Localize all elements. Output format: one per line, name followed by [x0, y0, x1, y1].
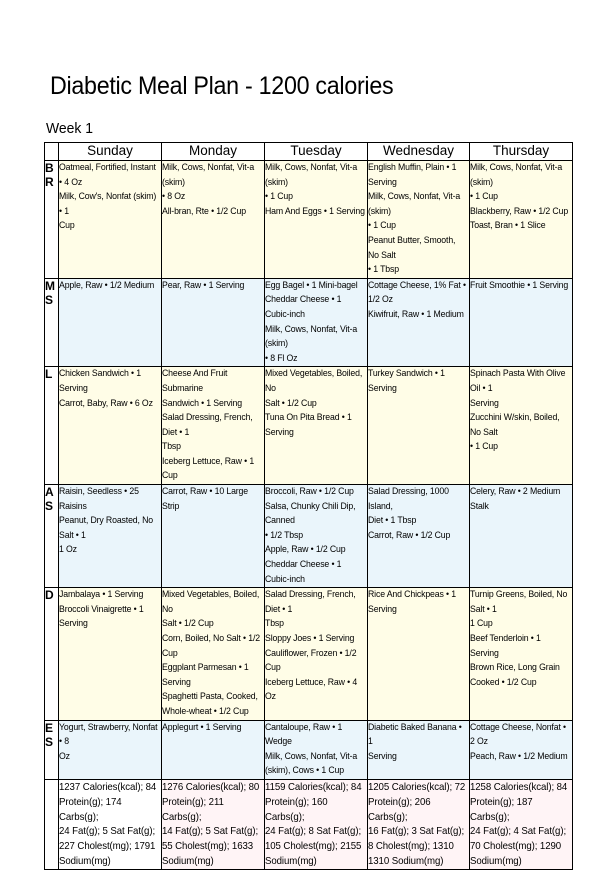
day-header: Thursday [470, 143, 573, 161]
meal-letters: L [45, 367, 59, 485]
meal-cell [470, 367, 573, 485]
meal-cell [162, 278, 265, 367]
meal-cell [59, 367, 162, 485]
corner-cell [45, 143, 59, 161]
meal-cell-text: Mixed Vegetables, Boiled, No Salt • 1/2 Cup Corn, Boiled, No Salt • 1/2 Cup Eggplant Parmesan • 1 Serving Spaghetti Pasta, Cooked, Whole-wheat • 1/2 Cup [162, 589, 260, 717]
meal-cell-text: Turkey Sandwich • 1 Serving [368, 368, 445, 394]
meal-cell [470, 161, 573, 279]
meal-cell-text: Milk, Cows, Nonfat, Vit-a (skim) • 1 Cup Blackberry, Raw • 1/2 Cup Toast, Bran • 1 Slice [470, 162, 569, 232]
meal-cell [59, 278, 162, 367]
meal-cell-text: English Muffin, Plain • 1 Serving Milk, Cows, Nonfat, Vit-a (skim) • 1 Cup Peanut Butter, Smooth, No Salt • 1 Tbsp [368, 162, 461, 276]
meal-cell-text: Cheese And Fruit Submarine Sandwich • 1 Serving Salad Dressing, French, Diet • 1 Tbsp Iceberg Lettuce, Raw • 1 Cup [162, 368, 255, 482]
totals-cell [470, 779, 573, 869]
meal-cell-text: Raisin, Seedless • 25 Raisins Peanut, Dry Roasted, No Salt • 1 1 Oz [59, 486, 153, 556]
meal-cell [265, 588, 368, 720]
meal-plan-table [44, 142, 573, 870]
meal-cell [162, 367, 265, 485]
meal-cell [470, 720, 573, 779]
meal-letters: A S [45, 485, 59, 588]
totals-blank [45, 779, 59, 869]
meal-cell-text: Oatmeal, Fortified, Instant • 4 Oz Milk, Cow's, Nonfat (skim) • 1 Cup [59, 162, 157, 232]
meal-cell-text: Carrot, Raw • 10 Large Strip [162, 486, 249, 512]
meal-cell [162, 720, 265, 779]
meal-cell-text: Salad Dressing, 1000 Island, Diet • 1 Tbsp Carrot, Raw • 1/2 Cup [368, 486, 451, 541]
totals-text: 1205 Calories(kcal); 72 Protein(g); 206 Carbs(g); 16 Fat(g); 3 Sat Fat(g); 8 Cholest(mg); 1310 1310 Sodium(mg) [368, 780, 466, 867]
meal-letters: M S [45, 278, 59, 367]
meal-cell-text: Turnip Greens, Boiled, No Salt • 1 1 Cup Beef Tenderloin • 1 Serving Brown Rice, Long Grain Cooked • 1/2 Cup [470, 589, 568, 688]
meal-letters: E S [45, 720, 59, 779]
meal-cell [162, 485, 265, 588]
totals-text: 1258 Calories(kcal); 84 Protein(g); 187 Carbs(g); 24 Fat(g); 4 Sat Fat(g); 70 Cholest(mg); 1290 Sodium(mg) [470, 780, 568, 867]
day-header: Tuesday [265, 143, 368, 161]
meal-cell-text: Rice And Chickpeas • 1 Serving [368, 589, 456, 615]
meal-cell [368, 485, 470, 588]
totals-text: 1237 Calories(kcal); 84 Protein(g); 174 Carbs(g); 24 Fat(g); 5 Sat Fat(g); 227 Cholest(mg); 1791 Sodium(mg) [59, 780, 157, 867]
meal-cell-text: Chicken Sandwich • 1 Serving Carrot, Baby, Raw • 6 Oz [59, 368, 153, 409]
meal-cell [265, 367, 368, 485]
meal-cell-text: Broccoli, Raw • 1/2 Cup Salsa, Chunky Chili Dip, Canned • 1/2 Tbsp Apple, Raw • 1/2 Cup Cheddar Cheese • 1 Cubic-inch [265, 486, 356, 585]
meal-cell [265, 720, 368, 779]
meal-cell [59, 161, 162, 279]
meal-cell [368, 588, 470, 720]
totals-cell [368, 779, 470, 869]
meal-cell-text: Cottage Cheese, Nonfat • 2 Oz Peach, Raw • 1/2 Medium [470, 721, 568, 762]
meal-cell-text: Diabetic Baked Banana • 1 Serving [368, 721, 462, 762]
meal-row [45, 367, 573, 485]
meal-cell [368, 161, 470, 279]
document-title: Diabetic Meal Plan - 1200 calories [50, 72, 394, 100]
meal-cell [162, 161, 265, 279]
meal-cell-text: Cantaloupe, Raw • 1 Wedge Milk, Cows, Nonfat, Vit-a (skim), Cows • 1 Cup [265, 721, 358, 777]
meal-cell-text: Milk, Cows, Nonfat, Vit-a (skim) • 1 Cup Ham And Eggs • 1 Serving [265, 162, 365, 217]
totals-cell [59, 779, 162, 869]
totals-text: 1276 Calories(kcal); 80 Protein(g); 211 Carbs(g); 14 Fat(g); 5 Sat Fat(g); 55 Cholest(mg); 1633 Sodium(mg) [162, 780, 260, 867]
meal-cell [470, 485, 573, 588]
meal-cell [59, 485, 162, 588]
meal-cell [368, 278, 470, 367]
totals-cell [162, 779, 265, 869]
meal-cell-text: Pear, Raw • 1 Serving [162, 279, 245, 291]
meal-row [45, 278, 573, 367]
meal-cell-text: Egg Bagel • 1 Mini-bagel Cheddar Cheese • 1 Cubic-inch Milk, Cows, Nonfat, Vit-a (skim) • 8 Fl Oz [265, 279, 358, 364]
totals-text: 1159 Calories(kcal); 84 Protein(g); 160 Carbs(g); 24 Fat(g); 8 Sat Fat(g); 105 Cholest(mg); 2155 Sodium(mg) [265, 780, 362, 867]
meal-cell-text: Spinach Pasta With Olive Oil • 1 Serving Zucchini W/skin, Boiled, No Salt • 1 Cup [470, 368, 566, 453]
meal-cell [265, 485, 368, 588]
totals-row [45, 779, 573, 869]
meal-row [45, 720, 573, 779]
meal-cell [59, 720, 162, 779]
day-header: Monday [162, 143, 265, 161]
meal-cell-text: Mixed Vegetables, Boiled, No Salt • 1/2 Cup Tuna On Pita Bread • 1 Serving [265, 368, 363, 438]
meal-cell [265, 161, 368, 279]
meal-cell-text: Milk, Cows, Nonfat, Vit-a (skim) • 8 Oz All-bran, Rte • 1/2 Cup [162, 162, 255, 217]
meal-letters: B R [45, 161, 59, 279]
meal-row [45, 588, 573, 720]
meal-cell [368, 367, 470, 485]
meal-cell [368, 720, 470, 779]
meal-letters: D [45, 588, 59, 720]
meal-cell-text: Celery, Raw • 2 Medium Stalk [470, 486, 561, 512]
meal-cell-text: Fruit Smoothie • 1 Serving [470, 279, 569, 291]
meal-cell [470, 278, 573, 367]
totals-cell [265, 779, 368, 869]
day-header: Sunday [59, 143, 162, 161]
meal-cell-text: Apple, Raw • 1/2 Medium [59, 279, 155, 291]
header-row [45, 143, 573, 161]
meal-cell [162, 588, 265, 720]
meal-cell-text: Salad Dressing, French, Diet • 1 Tbsp Sloppy Joes • 1 Serving Cauliflower, Frozen • 1/2 Cup Iceberg Lettuce, Raw • 4 Oz [265, 589, 358, 703]
meal-row [45, 161, 573, 279]
day-header: Wednesday [368, 143, 470, 161]
meal-cell-text: Applegurt • 1 Serving [162, 721, 242, 733]
meal-cell-text: Cottage Cheese, 1% Fat • 1/2 Oz Kiwifruit, Raw • 1 Medium [368, 279, 466, 320]
meal-cell-text: Yogurt, Strawberry, Nonfat • 8 Oz [59, 721, 158, 762]
meal-cell [470, 588, 573, 720]
week-label: Week 1 [46, 120, 94, 137]
meal-row [45, 485, 573, 588]
meal-cell [59, 588, 162, 720]
meal-cell-text: Jambalaya • 1 Serving Broccoli Vinaigrette • 1 Serving [59, 589, 144, 630]
meal-cell [265, 278, 368, 367]
